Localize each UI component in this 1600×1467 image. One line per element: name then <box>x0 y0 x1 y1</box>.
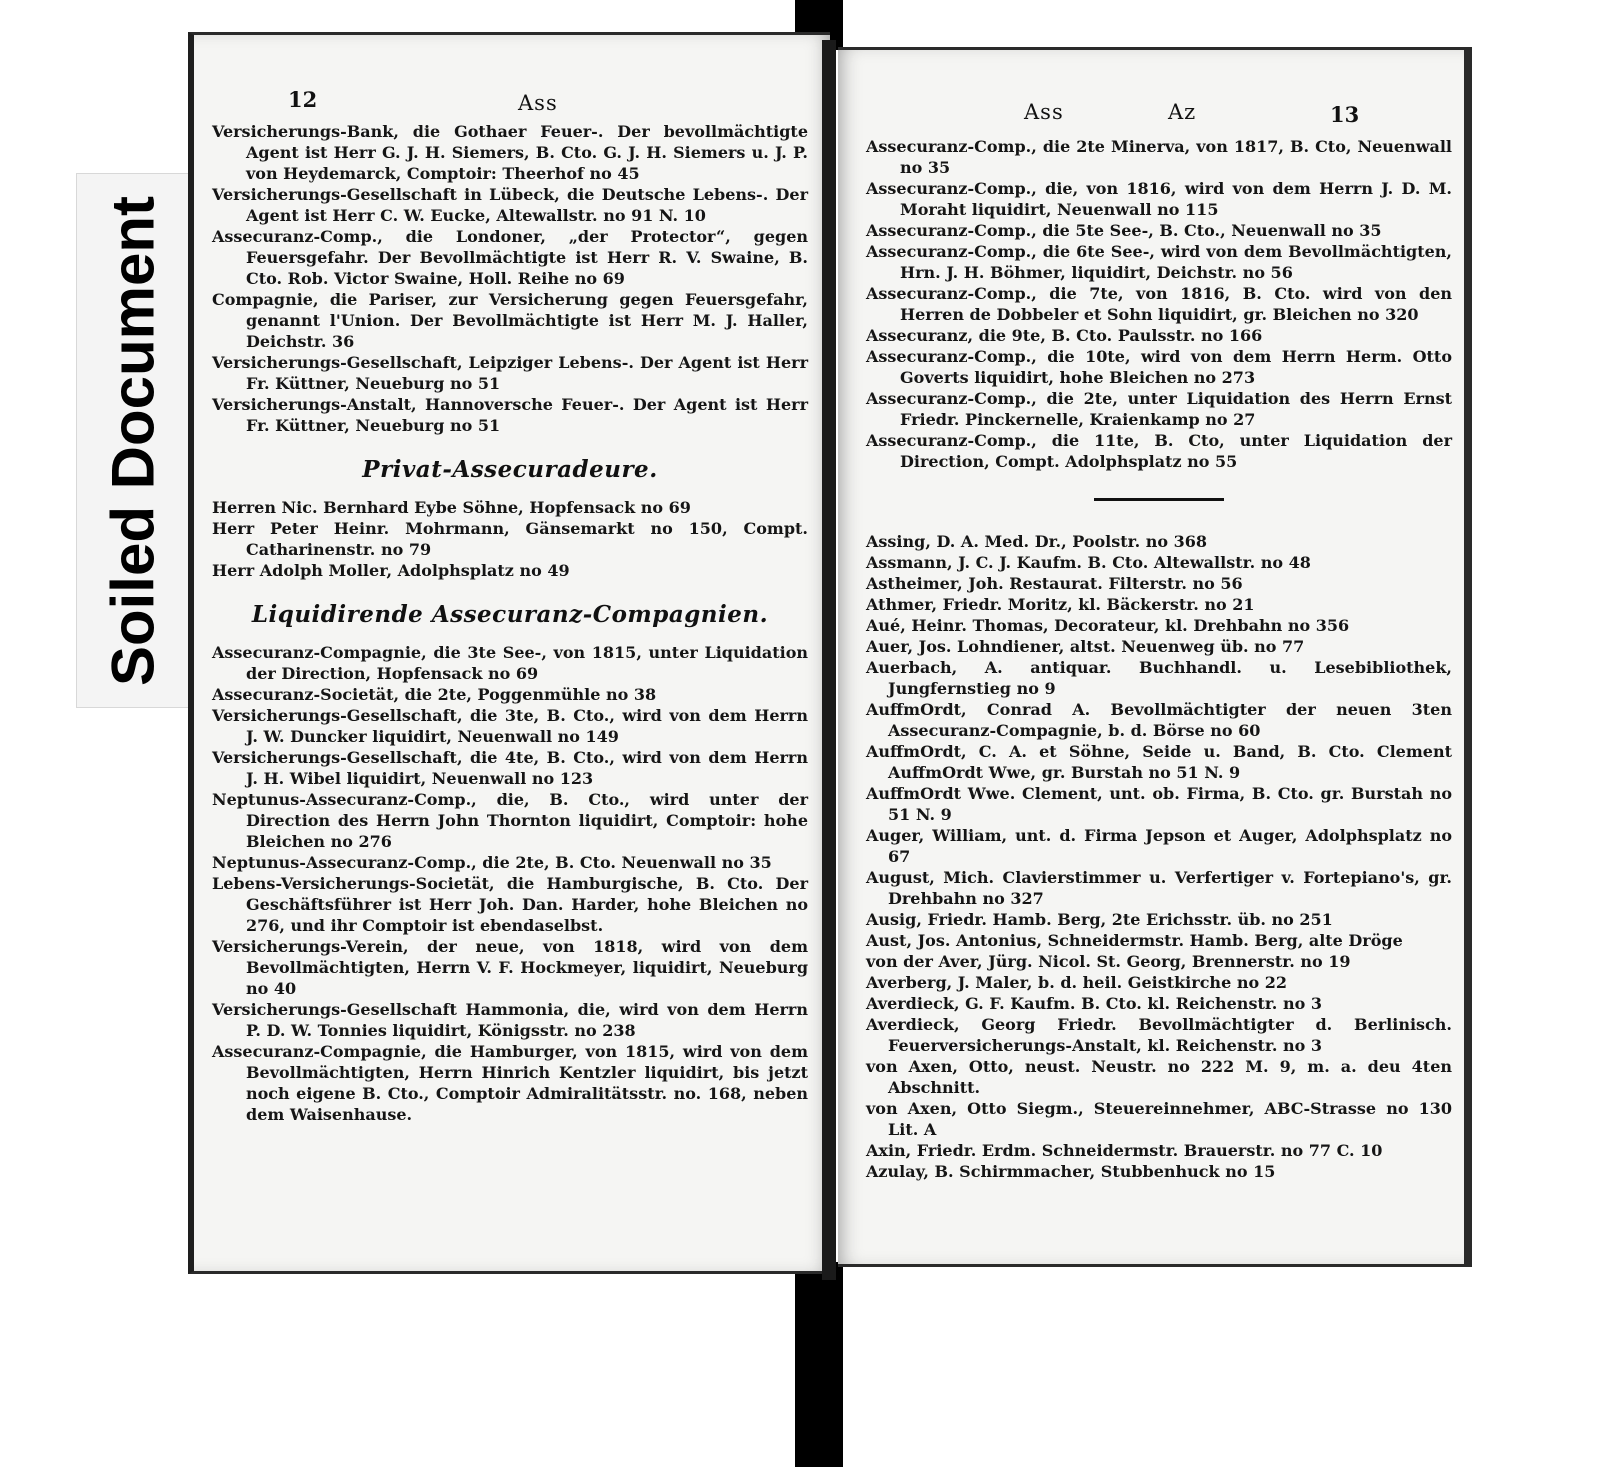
directory-entry: Auerbach, A. antiquar. Buchhandl. u. Lesebibliothek, Jungfernstieg no 9 <box>866 658 1452 698</box>
right-page <box>838 47 1472 1267</box>
directory-entry: Herr Peter Heinr. Mohrmann, Gänsemarkt no 150, Compt. Catharinenstr. no 79 <box>212 519 808 559</box>
left-page <box>188 32 830 1274</box>
running-head-left: Ass <box>518 91 558 115</box>
soiled-document-label <box>76 173 190 708</box>
page-number-left: 12 <box>288 87 318 112</box>
directory-entry: Neptunus-Assecuranz-Comp., die, B. Cto., wird unter der Direction des Herrn John Thornton liquidirt, Comptoir: hohe Bleichen no 276 <box>212 790 808 851</box>
directory-entry: Versicherungs-Gesellschaft, die 3te, B. Cto., wird von dem Herrn J. W. Duncker liquidirt, Neuenwall no 149 <box>212 706 808 746</box>
left-section2-entries <box>212 642 808 1125</box>
directory-entry: Assecuranz-Comp., die 7te, von 1816, B. Cto. wird von den Herren de Dobbeler et Sohn liquidirt, gr. Bleichen no 320 <box>866 284 1452 324</box>
directory-entry: Averdieck, Georg Friedr. Bevollmächtigter d. Berlinisch. Feuerversicherungs-Anstalt, kl. Reichenstr. no 3 <box>866 1015 1452 1055</box>
directory-entry: Azulay, B. Schirmmacher, Stubbenhuck no 15 <box>866 1162 1276 1181</box>
directory-entry: Assmann, J. C. J. Kaufm. B. Cto. Altewallstr. no 48 <box>866 553 1311 572</box>
book-gutter <box>822 40 836 1280</box>
directory-entry: Assecuranz-Comp., die 6te See-, wird von dem Bevollmächtigten, Hrn. J. H. Böhmer, liquidirt, Deichstr. no 56 <box>866 242 1452 282</box>
right-page-header <box>838 50 1464 127</box>
directory-entry: Athmer, Friedr. Moritz, kl. Bäckerstr. no 21 <box>866 595 1255 614</box>
directory-entry: Assecuranz, die 9te, B. Cto. Paulsstr. no 166 <box>866 326 1263 345</box>
directory-entry: Lebens-Versicherungs-Societät, die Hamburgische, B. Cto. Der Geschäftsführer ist Herr Joh. Dan. Harder, hohe Bleichen no 276, und ihr Comptoir ist ebendaselbst. <box>212 874 808 935</box>
directory-entry: von Axen, Otto, neust. Neustr. no 222 M. 9, m. a. deu 4ten Abschnitt. <box>866 1057 1452 1097</box>
directory-entry: Assecuranz-Compagnie, die Hamburger, von 1815, wird von dem Bevollmächtigten, Herrn Hinrich Kentzler liquidirt, bis jetzt noch eigene B. Cto., Comptoir Admiralitätsstr. no. 168, neben dem Waisenhause. <box>212 1042 808 1124</box>
directory-entry: Versicherungs-Gesellschaft, die 4te, B. Cto., wird von dem Herrn J. H. Wibel liquidirt, Neuenwall no 123 <box>212 748 808 788</box>
right-page-content <box>866 136 1452 1182</box>
directory-entry: AuffmOrdt, C. A. et Söhne, Seide u. Band, B. Cto. Clement AuffmOrdt Wwe, gr. Burstah no 51 N. 9 <box>866 742 1452 782</box>
directory-entry: Versicherungs-Gesellschaft, Leipziger Lebens-. Der Agent ist Herr Fr. Küttner, Neueburg no 51 <box>212 353 808 393</box>
directory-entry: AuffmOrdt, Conrad A. Bevollmächtigter der neuen 3ten Assecuranz-Compagnie, b. d. Börse no 60 <box>866 700 1452 740</box>
directory-entry: Versicherungs-Gesellschaft in Lübeck, die Deutsche Lebens-. Der Agent ist Herr C. W. Eucke, Altewallstr. no 91 N. 10 <box>212 185 808 225</box>
directory-entry: Herren Nic. Bernhard Eybe Söhne, Hopfensack no 69 <box>212 498 691 517</box>
directory-entry: Averdieck, G. F. Kaufm. B. Cto. kl. Reichenstr. no 3 <box>866 994 1322 1013</box>
directory-entry: Averberg, J. Maler, b. d. heil. Geistkirche no 22 <box>866 973 1287 992</box>
directory-entry: Versicherungs-Gesellschaft Hammonia, die, wird von dem Herrn P. D. W. Tonnies liquidirt, Königsstr. no 238 <box>212 1000 808 1040</box>
directory-entry: Versicherungs-Anstalt, Hannoversche Feuer-. Der Agent ist Herr Fr. Küttner, Neueburg no 51 <box>212 395 808 435</box>
left-page-content <box>212 121 808 1125</box>
directory-entry: Axin, Friedr. Erdm. Schneidermstr. Brauerstr. no 77 C. 10 <box>866 1141 1383 1160</box>
directory-entry: Assecuranz-Compagnie, die 3te See-, von 1815, unter Liquidation der Direction, Hopfensack no 69 <box>212 643 808 683</box>
running-head-right-left: Ass <box>1024 100 1064 124</box>
directory-entry: Astheimer, Joh. Restaurat. Filterstr. no 56 <box>866 574 1243 593</box>
directory-entry: Auer, Jos. Lohndiener, altst. Neuenweg üb. no 77 <box>866 637 1305 656</box>
section-divider-rule <box>1094 498 1224 501</box>
directory-entry: Assecuranz-Comp., die, von 1816, wird von dem Herrn J. D. M. Moraht liquidirt, Neuenwall no 115 <box>866 179 1452 219</box>
right-entries-bottom <box>866 531 1452 1182</box>
directory-entry: Assecuranz-Comp., die Londoner, „der Protector“, gegen Feuersgefahr. Der Bevollmächtigte ist Herr R. V. Swaine, B. Cto. Rob. Victor Swaine, Holl. Reihe no 69 <box>212 227 808 288</box>
directory-entry: Aust, Jos. Antonius, Schneidermstr. Hamb. Berg, alte Dröge <box>866 931 1403 950</box>
right-entries-top <box>866 136 1452 472</box>
directory-entry: Versicherungs-Bank, die Gothaer Feuer-. Der bevollmächtigte Agent ist Herr G. J. H. Siemers, B. Cto. G. J. H. Siemers u. J. P. von Heydemarck, Comptoir: Theerhof no 45 <box>212 122 808 183</box>
directory-entry: Compagnie, die Pariser, zur Versicherung gegen Feuersgefahr, genannt l'Union. Der Bevollmächtigte ist Herr M. J. Haller, Deichstr. 36 <box>212 290 808 351</box>
section-title-liquidirende: Liquidirende Assecuranz-Compagnien. <box>251 601 769 628</box>
directory-entry: Neptunus-Assecuranz-Comp., die 2te, B. Cto. Neuenwall no 35 <box>212 853 772 872</box>
directory-entry: Assecuranz-Comp., die 5te See-, B. Cto., Neuenwall no 35 <box>866 221 1382 240</box>
directory-entry: Assecuranz-Comp., die 10te, wird von dem Herrn Herm. Otto Goverts liquidirt, hohe Bleichen no 273 <box>866 347 1452 387</box>
left-entries-top <box>212 121 808 436</box>
directory-entry: Assecuranz-Societät, die 2te, Poggenmühle no 38 <box>212 685 657 704</box>
directory-entry: Ausig, Friedr. Hamb. Berg, 2te Erichsstr. üb. no 251 <box>866 910 1333 929</box>
directory-entry: Assecuranz-Comp., die 2te Minerva, von 1817, B. Cto, Neuenwall no 35 <box>866 137 1452 177</box>
directory-entry: Assecuranz-Comp., die 2te, unter Liquidation des Herrn Ernst Friedr. Pinckernelle, Kraienkamp no 27 <box>866 389 1452 429</box>
directory-entry: von der Aver, Jürg. Nicol. St. Georg, Brennerstr. no 19 <box>866 952 1351 971</box>
directory-entry: Herr Adolph Moller, Adolphsplatz no 49 <box>212 561 570 580</box>
page-number-right: 13 <box>1330 102 1360 127</box>
directory-entry: Auger, William, unt. d. Firma Jepson et Auger, Adolphsplatz no 67 <box>866 826 1452 866</box>
directory-entry: Versicherungs-Verein, der neue, von 1818, wird von dem Bevollmächtigten, Herrn V. F. Hockmeyer, liquidirt, Neueburg no 40 <box>212 937 808 998</box>
spine-bottom <box>795 1262 843 1467</box>
running-head-right-right: Az <box>1168 100 1197 124</box>
directory-entry: von Axen, Otto Siegm., Steuereinnehmer, ABC-Strasse no 130 Lit. A <box>866 1099 1452 1139</box>
soiled-document-label-text: Soiled Document <box>99 195 167 686</box>
directory-entry: Assecuranz-Comp., die 11te, B. Cto, unter Liquidation der Direction, Compt. Adolphsplatz no 55 <box>866 431 1452 471</box>
directory-entry: AuffmOrdt Wwe. Clement, unt. ob. Firma, B. Cto. gr. Burstah no 51 N. 9 <box>866 784 1452 824</box>
directory-entry: Assing, D. A. Med. Dr., Poolstr. no 368 <box>866 532 1208 551</box>
directory-entry: Aué, Heinr. Thomas, Decorateur, kl. Drehbahn no 356 <box>866 616 1350 635</box>
section-title-privat-assecuradeure: Privat-Assecuradeure. <box>362 456 658 483</box>
left-section1-entries <box>212 497 808 581</box>
directory-entry: August, Mich. Clavierstimmer u. Verfertiger v. Fortepiano's, gr. Drehbahn no 327 <box>866 868 1452 908</box>
left-page-header <box>194 35 830 115</box>
